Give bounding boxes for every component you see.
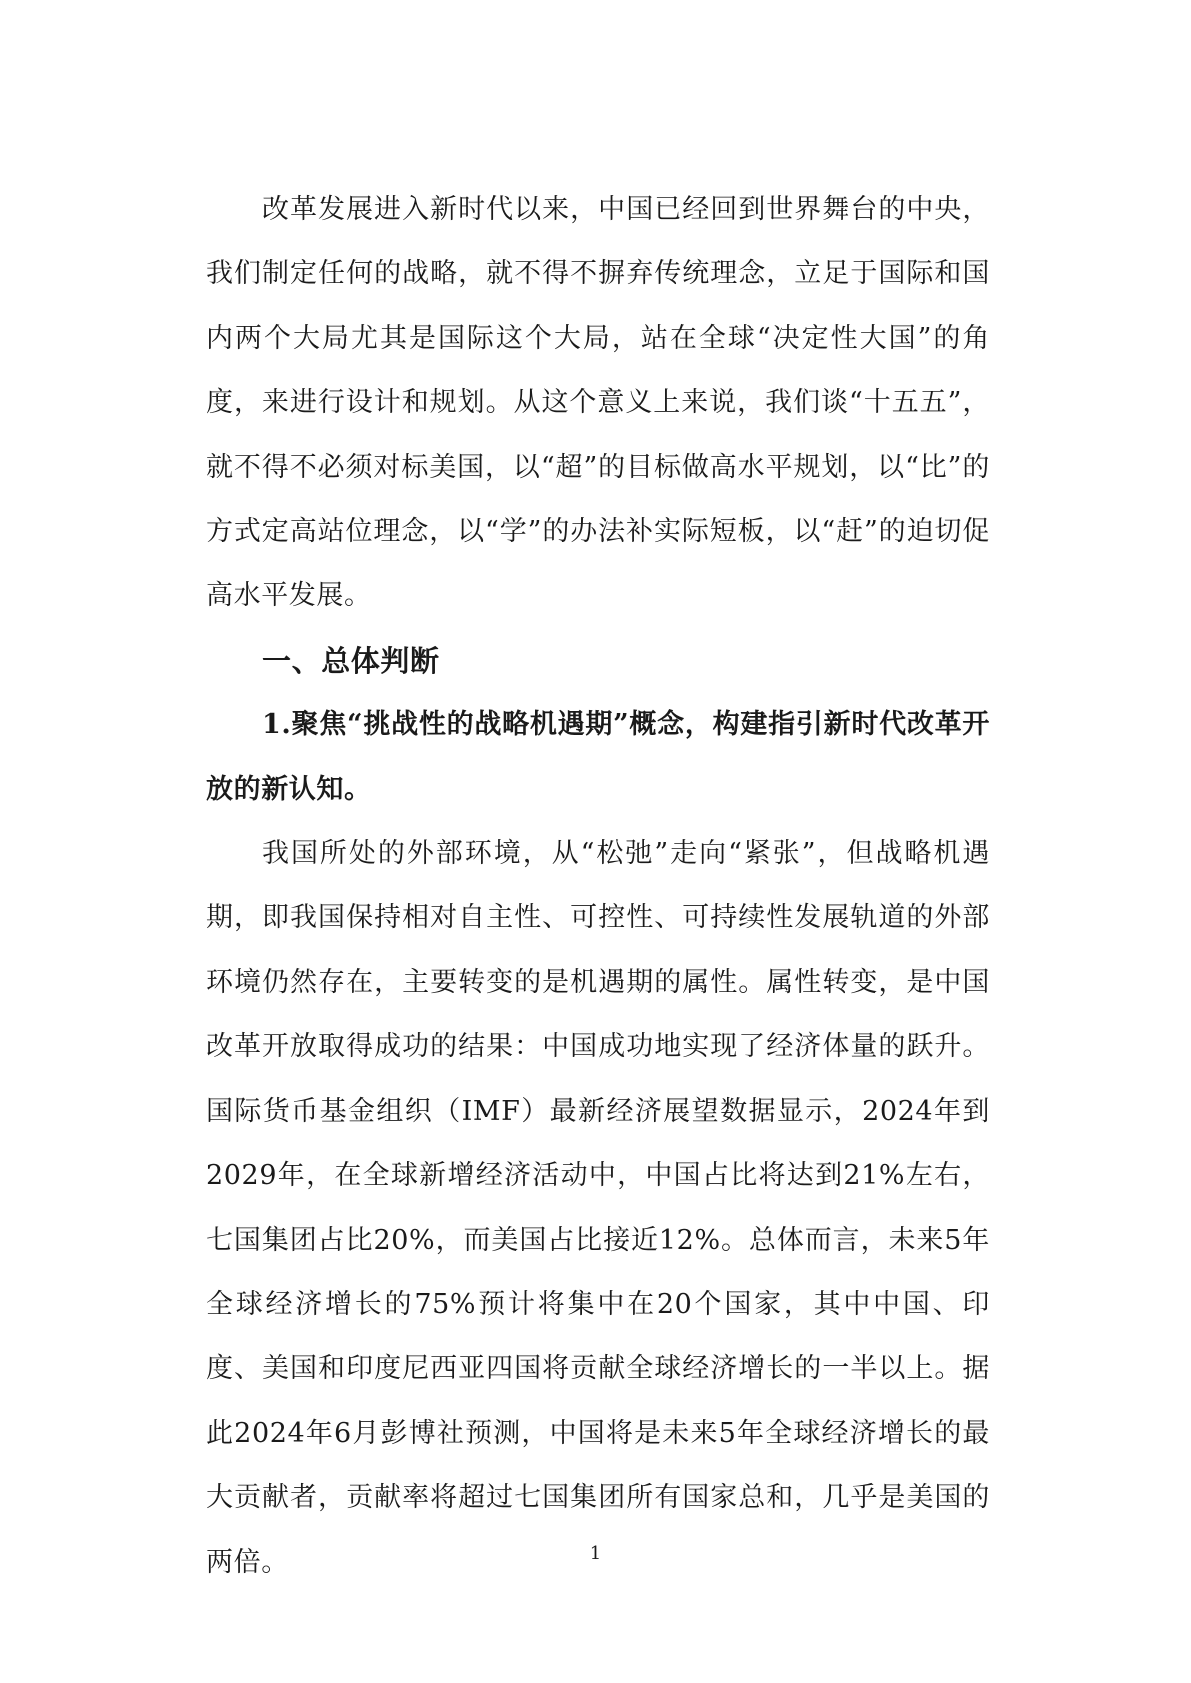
- document-page: [206, 178, 990, 1595]
- section-heading: 一、总体判断: [262, 643, 440, 678]
- subsection-heading: 1.聚焦“挑战性的战略机遇期”概念，构建指引新时代改革开放的新认知。: [206, 709, 990, 805]
- page-number: 1: [589, 1543, 602, 1564]
- body-paragraph: 我国所处的外部环境，从“松弛”走向“紧张”，但战略机遇期，即我国保持相对自主性、可控性、可持续性发展轨道的外部环境仍然存在，主要转变的是机遇期的属性。属性转变，是中国改革开放取得成功的结果：中国成功地实现了经济体量的跃升。国际货币基金组织（IMF）最新经济展望数据显示，2024年到2029年，在全球新增经济活动中，中国占比将达到21%左右，七国集团占比20%，而美国占比接近12%。总体而言，未来5年全球经济增长的75%预计将集中在20个国家，其中中国、印度、美国和印度尼西亚四国将贡献全球经济增长的一半以上。据此2024年6月彭博社预测，中国将是未来5年全球经济增长的最大贡献者，贡献率将超过七国集团所有国家总和，几乎是美国的两倍。: [206, 838, 990, 1578]
- intro-paragraph: 改革发展进入新时代以来，中国已经回到世界舞台的中央，我们制定任何的战略，就不得不摒弃传统理念，立足于国际和国内两个大局尤其是国际这个大局，站在全球“决定性大国”的角度，来进行设计和规划。从这个意义上来说，我们谈“十五五”，就不得不必须对标美国，以“超”的目标做高水平规划，以“比”的方式定高站位理念，以“学”的办法补实际短板，以“赶”的迫切促高水平发展。: [206, 194, 990, 612]
